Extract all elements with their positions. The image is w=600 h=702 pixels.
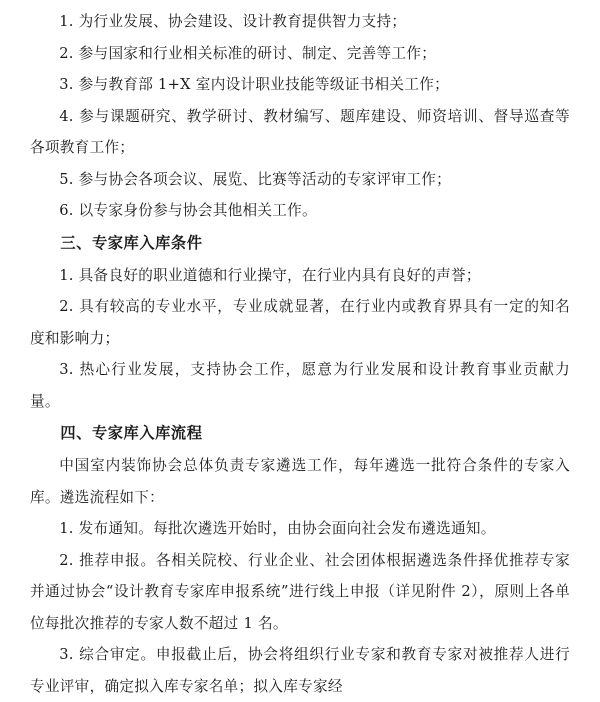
section-heading-four: 四、专家库入库流程 (60, 424, 203, 442)
list-item-1-2: 2. 参与国家和行业相关标准的研讨、制定、完善等工作； (59, 44, 437, 62)
list-item-4-3: 3. 综合审定。申报截止后，协会将组织行业专家和教育专家对被推荐人进行专业评审，确定拟入库专家名单；拟入库专家经 (30, 646, 570, 695)
list-item-1-4: 4. 参与课题研究、教学研讨、教材编写、题库建设、师资培训、督导巡查等各项教育工作； (30, 107, 570, 156)
list-item-4-2: 2. 推荐申报。各相关院校、行业企业、社会团体根据遴选条件择优推荐专家并通过协会“设计教育专家库申报系统”进行线上申报（详见附件 2），原则上各单位每批次推荐的专家人数不超过 1 名。 (30, 551, 570, 632)
list-item-1-3: 3. 参与教育部 1+X 室内设计职业技能等级证书相关工作； (59, 76, 449, 93)
list-item-1-1: 1. 为行业发展、协会建设、设计教育提供智力支持； (59, 13, 407, 30)
list-item-3-2: 2. 具有较高的专业水平，专业成就显著，在行业内或教育界具有一定的知名度和影响力； (30, 298, 570, 347)
list-item-1-5: 5. 参与协会各项会议、展览、比赛等活动的专家评审工作； (59, 170, 451, 188)
list-item-3-1: 1. 具备良好的职业道德和行业操守，在行业内具有良好的声誉； (59, 266, 481, 284)
list-item-3-3: 3. 热心行业发展，支持协会工作，愿意为行业发展和设计教育事业贡献力量。 (30, 361, 570, 410)
list-item-4-1: 1. 发布通知。每批次遴选开始时，由协会面向社会发布遴选通知。 (59, 520, 496, 537)
document-body (30, 0, 570, 702)
paragraph-process-intro: 中国室内装饰协会总体负责专家遴选工作，每年遴选一批符合条件的专家入库。遴选流程如下： (30, 457, 570, 506)
list-item-1-6: 6. 以专家身份参与协会其他相关工作。 (59, 202, 317, 219)
section-heading-three: 三、专家库入库条件 (60, 233, 203, 252)
